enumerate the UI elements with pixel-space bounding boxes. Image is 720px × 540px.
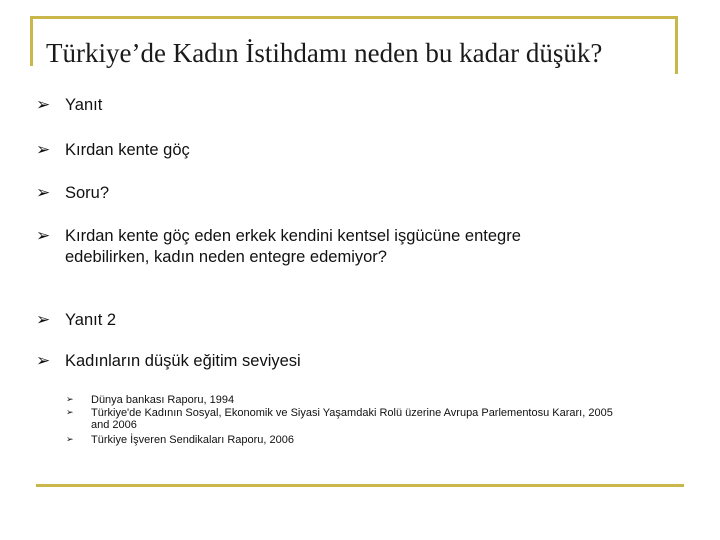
arrow-bullet-icon: ➢ xyxy=(36,226,51,245)
arrow-bullet-icon: ➢ xyxy=(36,95,51,114)
bullet-item-question: Soru? xyxy=(65,184,110,202)
bullet-item-education: Kadınların düşük eğitim seviyesi xyxy=(65,352,301,370)
source-item-employers-union: Türkiye İşveren Sendikaları Raporu, 2006 xyxy=(91,434,294,446)
bullet-item-integration-line2: edebilirken, kadın neden entegre edemiyor? xyxy=(65,248,387,266)
arrow-bullet-icon: ➢ xyxy=(36,140,51,159)
arrow-bullet-icon: ➢ xyxy=(36,310,51,329)
source-item-world-bank: Dünya bankası Raporu, 1994 xyxy=(91,394,235,406)
bottom-divider-line xyxy=(36,484,684,487)
source-item-eu-parliament-line1: Türkiye'de Kadının Sosyal, Ekonomik ve Siyasi Yaşamdaki Rolü üzerine Avrupa Parlementosu Kararı, 2005 xyxy=(91,407,613,419)
arrow-bullet-icon: ➢ xyxy=(36,351,51,370)
arrow-bullet-icon: ➢ xyxy=(66,434,74,444)
arrow-bullet-icon: ➢ xyxy=(36,183,51,202)
source-item-eu-parliament-line2: and 2006 xyxy=(91,419,137,431)
slide-title: Türkiye’de Kadın İstihdamı neden bu kadar düşük? xyxy=(46,38,603,68)
arrow-bullet-icon: ➢ xyxy=(66,407,74,417)
bullet-item-answer-2: Yanıt 2 xyxy=(65,311,117,329)
title-frame-left-line xyxy=(30,16,33,66)
bullet-item-answer: Yanıt xyxy=(65,96,103,114)
bullet-item-integration-line1: Kırdan kente göç eden erkek kendini kentsel işgücüne entegre xyxy=(65,227,521,245)
title-frame-top-line xyxy=(30,16,678,19)
bullet-item-migration: Kırdan kente göç xyxy=(65,141,190,159)
arrow-bullet-icon: ➢ xyxy=(66,394,74,404)
